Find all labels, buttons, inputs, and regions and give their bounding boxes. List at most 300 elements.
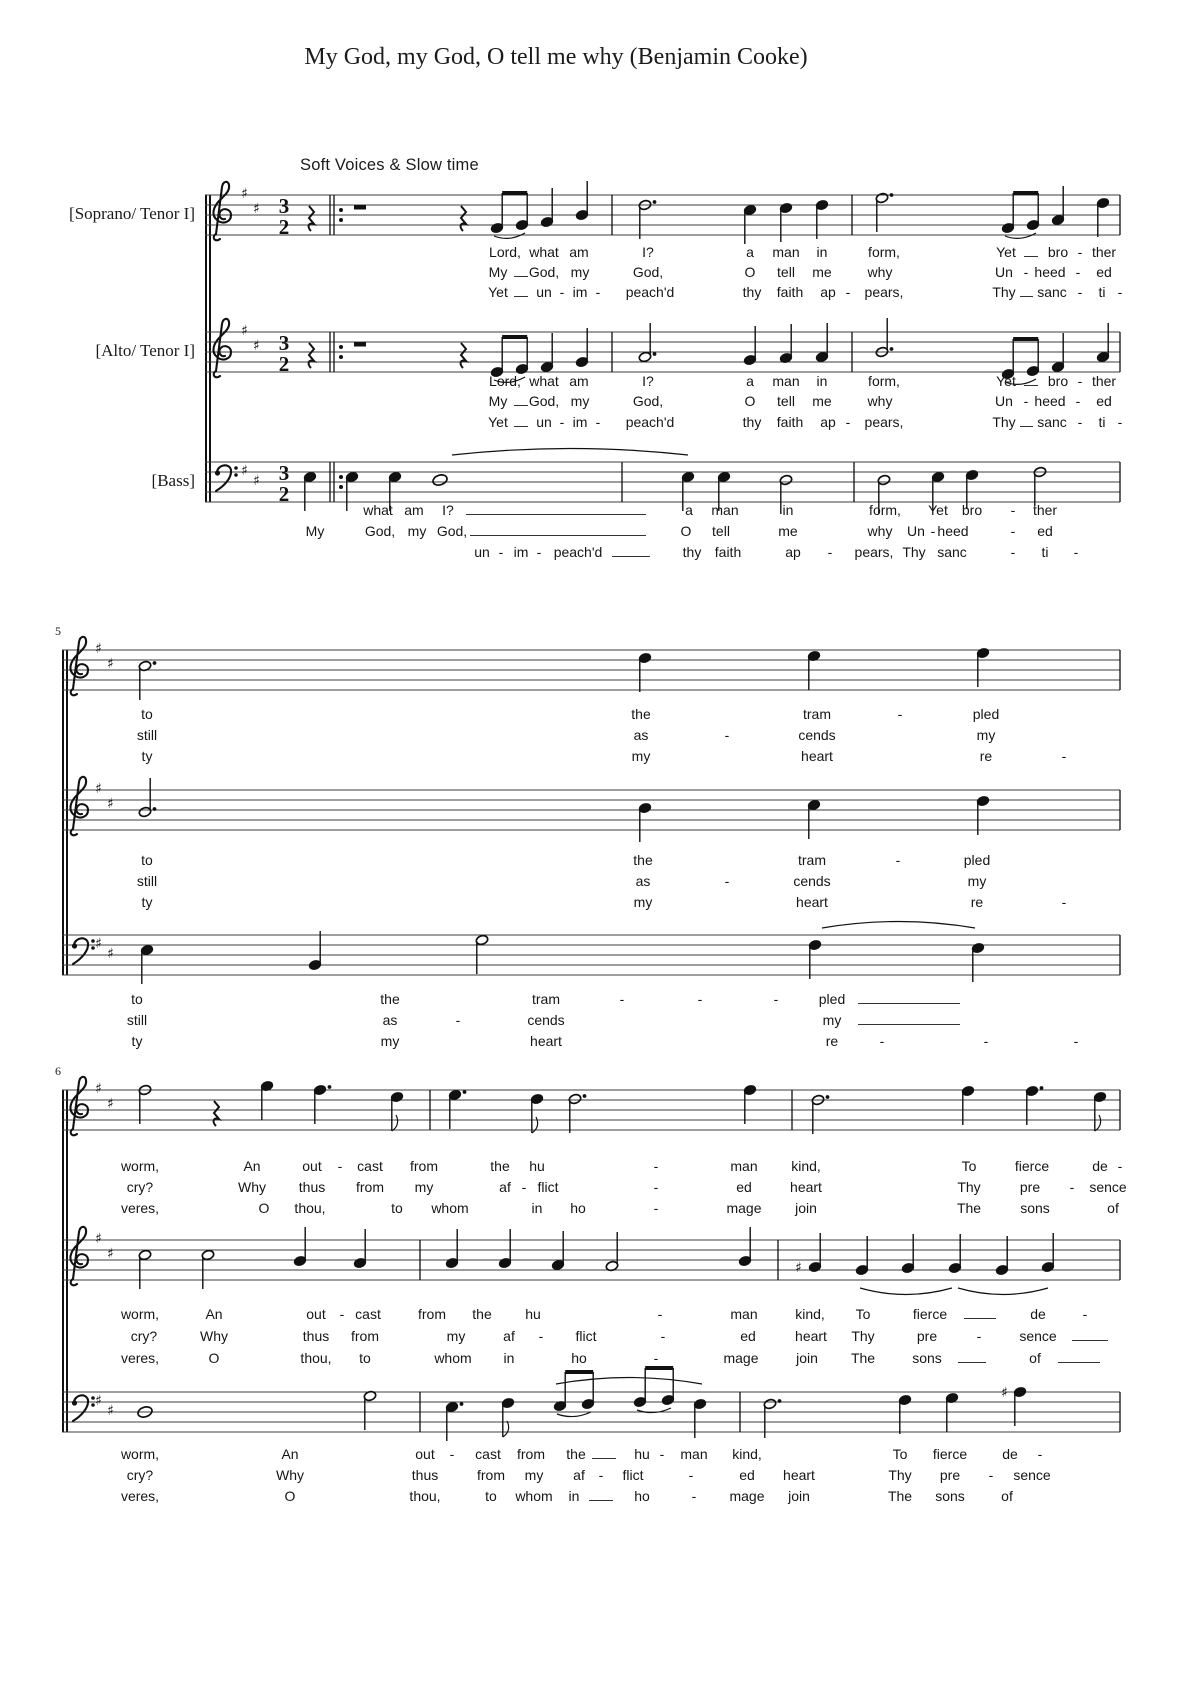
lyric-word: pled	[818, 991, 846, 1007]
lyric-word: ed	[1096, 264, 1112, 280]
lyric-word: Yet	[996, 373, 1016, 389]
lyric-word: Thy	[992, 284, 1016, 300]
lyric-word: why	[867, 523, 893, 539]
sharp-icon: ♯	[253, 201, 260, 217]
lyric-word: ther	[1091, 373, 1117, 389]
lyric-row	[62, 1305, 1140, 1325]
lyric-word: peach'd	[553, 544, 603, 560]
lyric-word: the	[472, 1306, 492, 1322]
lyric-word: in	[782, 502, 794, 518]
sharp-icon: ♯	[241, 186, 248, 202]
lyric-word: -	[1061, 894, 1067, 910]
lyric-row	[62, 1445, 1140, 1465]
lyric-word: thy	[682, 544, 702, 560]
quarter-rest-icon	[309, 206, 314, 231]
lyric-word: as	[633, 727, 649, 743]
lyric-word: ti	[1041, 544, 1049, 560]
lyric-word: man	[772, 373, 800, 389]
lyric-word: -	[653, 1179, 659, 1195]
lyric-word: un	[474, 544, 490, 560]
lyric-word: O	[258, 1200, 270, 1216]
lyric-word: my	[524, 1467, 544, 1483]
lyric-word: faith	[776, 284, 804, 300]
lyric-row	[62, 851, 1140, 871]
lyric-word: -	[1037, 1446, 1043, 1462]
lyric-word: God,	[632, 264, 664, 280]
lyric-word: why	[867, 393, 893, 409]
lyric-word: O	[208, 1350, 220, 1366]
lyric-word: my	[976, 727, 996, 743]
lyric-word: -	[653, 1200, 659, 1216]
lyric-extender	[470, 535, 646, 536]
lyric-word: I?	[642, 373, 654, 389]
lyric-word: -	[691, 1488, 697, 1504]
lyric-extender	[612, 556, 650, 557]
lyric-word: -	[1077, 373, 1083, 389]
lyric-word: worm,	[120, 1158, 160, 1174]
lyric-word: -	[1117, 284, 1123, 300]
lyric-word: -	[724, 727, 730, 743]
quarter-rest-icon	[461, 206, 466, 231]
treble-clef-icon	[70, 1077, 88, 1136]
sharp-icon: ♯	[107, 656, 114, 672]
lyric-word: out	[302, 1158, 322, 1174]
lyric-word: join	[788, 1488, 810, 1504]
lyric-word: fierce	[1014, 1158, 1050, 1174]
lyric-word: ap	[785, 544, 801, 560]
lyric-row	[62, 1011, 1140, 1031]
sharp-icon: ♯	[107, 1246, 114, 1262]
lyric-word: The	[850, 1350, 876, 1366]
lyric-word: Lord,	[489, 244, 521, 260]
lyric-word: heed	[1034, 393, 1066, 409]
lyric-word: man	[730, 1306, 758, 1322]
staff-label: [Alto/ Tenor I]	[95, 341, 195, 360]
lyric-word: de	[1092, 1158, 1108, 1174]
lyric-word: thou,	[300, 1350, 332, 1366]
tie	[860, 1288, 952, 1295]
lyric-word: My	[488, 264, 508, 280]
lyric-word: veres,	[120, 1200, 160, 1216]
lyric-word: what	[529, 244, 559, 260]
measure-number: 6	[55, 1064, 61, 1078]
lyric-word: flict	[537, 1179, 559, 1195]
lyric-word: in	[503, 1350, 515, 1366]
lyric-word: -	[449, 1446, 455, 1462]
lyric-word: -	[1073, 1033, 1079, 1049]
lyric-word: tell	[712, 523, 730, 539]
lyric-word: mage	[726, 1200, 762, 1216]
lyric-word: heart	[795, 1328, 827, 1344]
lyric-word: ty	[131, 1033, 143, 1049]
time-signature-bottom: 2	[278, 215, 290, 239]
lyric-word: de	[1030, 1306, 1046, 1322]
lyric-word: ti	[1098, 284, 1106, 300]
lyric-word: O	[284, 1488, 296, 1504]
lyric-word: -	[1075, 264, 1081, 280]
lyric-word: im	[513, 544, 529, 560]
sharp-icon: ♯	[107, 796, 114, 812]
lyric-row	[205, 543, 1140, 563]
lyric-word: re	[979, 748, 993, 764]
lyric-word: sence	[1089, 1179, 1127, 1195]
lyric-word: hu	[529, 1158, 545, 1174]
lyric-word: tram	[803, 706, 831, 722]
lyric-word: faith	[776, 414, 804, 430]
lyric-word: am	[569, 373, 589, 389]
lyric-word: the	[631, 706, 651, 722]
sharp-icon: ♯	[107, 946, 114, 962]
page-title: My God, my God, O tell me why (Benjamin Cooke)	[304, 44, 808, 70]
lyric-word: a	[746, 373, 754, 389]
lyric-word: pre	[939, 1467, 961, 1483]
lyric-word: heed	[937, 523, 969, 539]
lyric-word: -	[688, 1467, 694, 1483]
lyric-word: what	[529, 373, 559, 389]
lyric-word: a	[746, 244, 754, 260]
sharp-icon: ♯	[107, 1403, 114, 1419]
lyric-word: -	[455, 1012, 461, 1028]
half-rest-icon	[354, 342, 366, 347]
lyric-word: O	[744, 393, 756, 409]
lyric-word: God,	[632, 393, 664, 409]
lyric-word: mage	[723, 1350, 759, 1366]
lyric-word: kind,	[791, 1158, 821, 1174]
lyric-word: -	[897, 706, 903, 722]
lyric-word: am	[569, 244, 589, 260]
sharp-icon: ♯	[95, 936, 102, 952]
lyric-word: from	[517, 1446, 545, 1462]
sharp-icon: ♯	[107, 1096, 114, 1112]
lyric-word: -	[1023, 264, 1029, 280]
lyric-word: -	[1023, 393, 1029, 409]
tie	[452, 449, 688, 456]
lyric-word: me	[812, 393, 832, 409]
lyric-word: Yet	[488, 414, 508, 430]
lyric-word: cast	[357, 1158, 383, 1174]
lyric-word: from	[356, 1179, 384, 1195]
lyric-word: man	[711, 502, 739, 518]
lyric-word: God,	[528, 393, 560, 409]
lyric-word: heart	[530, 1033, 562, 1049]
lyric-word: thus	[302, 1328, 330, 1344]
lyric-word: my	[631, 748, 651, 764]
lyric-word: ho	[570, 1200, 586, 1216]
lyric-word: my	[446, 1328, 466, 1344]
lyric-word: kind,	[732, 1446, 762, 1462]
lyric-word: The	[956, 1200, 982, 1216]
lyric-word: why	[867, 264, 893, 280]
sharp-icon: ♯	[253, 338, 260, 354]
lyric-word: pears,	[864, 414, 904, 430]
sharp-icon: ♯	[253, 473, 260, 489]
lyric-word: my	[633, 894, 653, 910]
lyric-word: -	[595, 414, 601, 430]
lyric-word: My	[488, 393, 508, 409]
lyric-word: -	[657, 1306, 663, 1322]
lyric-word: -	[1010, 523, 1016, 539]
staff-label: [Soprano/ Tenor I]	[69, 204, 195, 223]
lyric-word: Why	[200, 1328, 228, 1344]
lyric-word: -	[1010, 544, 1016, 560]
lyric-word: ed	[740, 1328, 756, 1344]
tie	[556, 1378, 702, 1385]
lyric-word: thus	[298, 1179, 326, 1195]
lyric-word: what	[363, 502, 393, 518]
lyric-word: to	[141, 852, 153, 868]
lyric-word: tell	[777, 393, 795, 409]
lyric-word: from	[418, 1306, 446, 1322]
lyric-word: fierce	[932, 1446, 968, 1462]
lyric-word: fierce	[912, 1306, 948, 1322]
lyric-word: ho	[634, 1488, 650, 1504]
lyric-word: from	[477, 1467, 505, 1483]
lyric-word: -	[1117, 414, 1123, 430]
lyric-word: heart	[801, 748, 833, 764]
lyric-word: out	[415, 1446, 435, 1462]
lyric-word: to	[359, 1350, 371, 1366]
tie	[958, 1288, 1048, 1295]
lyric-word: cends	[527, 1012, 565, 1028]
lyric-word: ap	[820, 284, 836, 300]
lyric-word: cast	[355, 1306, 381, 1322]
lyric-word: -	[595, 284, 601, 300]
lyric-word: thy	[742, 284, 762, 300]
lyric-word: af	[573, 1467, 585, 1483]
lyric-word: to	[141, 706, 153, 722]
lyric-extender	[466, 514, 646, 515]
lyric-word: my	[380, 1033, 400, 1049]
bass-clef-icon	[72, 938, 95, 964]
lyric-word: in	[816, 373, 828, 389]
lyric-word: sence	[1019, 1328, 1057, 1344]
lyric-word: ther	[1091, 244, 1117, 260]
lyric-word: af	[499, 1179, 511, 1195]
lyric-word: The	[887, 1488, 913, 1504]
lyric-word: ed	[739, 1467, 755, 1483]
lyric-word: of	[1001, 1488, 1013, 1504]
lyric-word: re	[970, 894, 984, 910]
sharp-icon: ♯	[241, 463, 248, 479]
lyric-row	[62, 1157, 1140, 1177]
lyric-word: -	[1010, 502, 1016, 518]
lyric-word: my	[414, 1179, 434, 1195]
lyric-word: -	[337, 1158, 343, 1174]
lyric-word: -	[1077, 284, 1083, 300]
lyric-word: bro	[961, 502, 983, 518]
lyric-word: hu	[634, 1446, 650, 1462]
lyric-word: pled	[963, 852, 991, 868]
lyric-row	[62, 1466, 1140, 1486]
lyric-word: -	[1069, 1179, 1075, 1195]
time-signature-bottom: 2	[278, 352, 290, 376]
lyric-word: cast	[475, 1446, 501, 1462]
lyric-row	[62, 990, 1140, 1010]
lyric-word: Why	[238, 1179, 266, 1195]
lyric-word: man	[730, 1158, 758, 1174]
lyric-word: To	[892, 1446, 908, 1462]
sharp-icon: ♯	[95, 1393, 102, 1409]
lyric-word: join	[795, 1200, 817, 1216]
lyric-word: in	[568, 1488, 580, 1504]
lyric-word: my	[822, 1012, 842, 1028]
sharp-icon: ♯	[241, 323, 248, 339]
treble-clef-icon	[213, 182, 231, 241]
lyric-word: -	[1077, 414, 1083, 430]
lyric-word: of	[1029, 1350, 1041, 1366]
lyric-word: whom	[431, 1200, 469, 1216]
lyric-word: sons	[912, 1350, 942, 1366]
lyric-word: ho	[571, 1350, 587, 1366]
lyric-extender	[589, 1500, 613, 1501]
lyric-word: cends	[798, 727, 836, 743]
lyric-word: worm,	[120, 1446, 160, 1462]
treble-clef-icon	[70, 777, 88, 836]
lyric-word: -	[1061, 748, 1067, 764]
lyric-word: -	[773, 991, 779, 1007]
lyric-word: a	[685, 502, 693, 518]
lyric-word: of	[1107, 1200, 1119, 1216]
lyric-word: heart	[790, 1179, 822, 1195]
lyric-word: Why	[276, 1467, 304, 1483]
lyric-extender	[964, 1318, 996, 1319]
lyric-word: thy	[742, 414, 762, 430]
lyric-word: heed	[1034, 264, 1066, 280]
lyric-word: sons	[935, 1488, 965, 1504]
lyric-word: -	[697, 991, 703, 1007]
lyric-word: as	[382, 1012, 398, 1028]
lyric-word: me	[778, 523, 798, 539]
lyric-word: man	[772, 244, 800, 260]
lyric-word: Thy	[992, 414, 1016, 430]
lyric-word: ed	[736, 1179, 752, 1195]
lyric-word: -	[983, 1033, 989, 1049]
lyric-word: me	[812, 264, 832, 280]
lyric-word: Thy	[851, 1328, 875, 1344]
lyric-word: thus	[411, 1467, 439, 1483]
lyric-row	[62, 1487, 1140, 1507]
lyric-extender	[858, 1003, 960, 1004]
lyric-word: -	[988, 1467, 994, 1483]
lyric-word: O	[680, 523, 692, 539]
lyric-word: To	[961, 1158, 977, 1174]
lyric-word: -	[930, 523, 936, 539]
lyric-word: An	[205, 1306, 223, 1322]
lyric-word: peach'd	[625, 414, 675, 430]
lyric-word: heart	[783, 1467, 815, 1483]
lyric-word: heart	[796, 894, 828, 910]
sharp-icon: ♯	[95, 1081, 102, 1097]
quarter-rest-icon	[214, 1101, 219, 1126]
lyric-word: Yet	[488, 284, 508, 300]
sharp-icon: ♯	[795, 1260, 802, 1276]
lyric-word: whom	[434, 1350, 472, 1366]
lyric-word: ty	[141, 748, 153, 764]
lyric-word: in	[816, 244, 828, 260]
lyric-word: sanc	[937, 544, 967, 560]
lyric-word: -	[1073, 544, 1079, 560]
lyric-word: pears,	[864, 284, 904, 300]
quarter-rest-icon	[309, 343, 314, 368]
lyric-word: cry?	[130, 1328, 158, 1344]
lyric-word: cends	[793, 873, 831, 889]
staff-label: [Bass]	[151, 471, 195, 490]
lyric-word: from	[351, 1328, 379, 1344]
lyric-word: worm,	[120, 1306, 160, 1322]
half-rest-icon	[354, 205, 366, 210]
lyric-word: form,	[869, 502, 901, 518]
lyric-word: tram	[798, 852, 826, 868]
treble-clef-icon	[70, 637, 88, 696]
lyric-word: sons	[1020, 1200, 1050, 1216]
lyric-word: -	[538, 1328, 544, 1344]
lyric-word: -	[598, 1467, 604, 1483]
lyric-word: veres,	[120, 1488, 160, 1504]
lyric-word: ther	[1032, 502, 1058, 518]
lyric-word: tell	[777, 264, 795, 280]
lyric-word: God,	[528, 264, 560, 280]
lyric-word: cry?	[126, 1467, 154, 1483]
lyric-word: Yet	[996, 244, 1016, 260]
lyric-extender	[592, 1458, 616, 1459]
lyric-word: the	[380, 991, 400, 1007]
lyric-word: sanc	[1037, 284, 1067, 300]
lyric-word: in	[531, 1200, 543, 1216]
lyric-word: I?	[442, 502, 454, 518]
lyric-word: To	[855, 1306, 871, 1322]
sharp-icon: ♯	[95, 1231, 102, 1247]
lyric-word: im	[572, 414, 588, 430]
lyric-word: -	[659, 1446, 665, 1462]
lyric-word: veres,	[120, 1350, 160, 1366]
lyric-word: Un	[907, 523, 925, 539]
lyric-word: bro	[1047, 373, 1069, 389]
lyric-word: un	[536, 284, 552, 300]
lyric-word: still	[136, 873, 158, 889]
lyric-word: out	[306, 1306, 326, 1322]
lyric-word: -	[1117, 1158, 1123, 1174]
bass-clef-icon	[215, 465, 238, 491]
lyric-word: tram	[532, 991, 560, 1007]
lyric-word: from	[410, 1158, 438, 1174]
lyric-word: thou,	[409, 1488, 441, 1504]
lyric-word: flict	[575, 1328, 597, 1344]
lyric-word: O	[744, 264, 756, 280]
tempo-marking: Soft Voices & Slow time	[300, 156, 479, 174]
lyric-word: -	[845, 414, 851, 430]
lyric-word: ty	[141, 894, 153, 910]
treble-clef-icon	[70, 1227, 88, 1286]
lyric-word: the	[566, 1446, 586, 1462]
lyric-row	[62, 705, 1140, 725]
sharp-icon: ♯	[95, 641, 102, 657]
lyric-word: ed	[1096, 393, 1112, 409]
lyric-word: -	[653, 1158, 659, 1174]
lyric-word: God,	[364, 523, 396, 539]
lyric-word: flict	[622, 1467, 644, 1483]
lyric-extender	[1024, 256, 1038, 257]
lyric-row	[205, 501, 1140, 521]
lyric-word: pled	[972, 706, 1000, 722]
lyric-word: An	[243, 1158, 261, 1174]
lyric-word: pears,	[854, 544, 894, 560]
lyric-word: ap	[820, 414, 836, 430]
lyric-extender	[1024, 385, 1038, 386]
lyric-word: -	[619, 991, 625, 1007]
time-signature-top: 3	[278, 331, 290, 355]
lyric-word: bro	[1047, 244, 1069, 260]
lyric-word: -	[660, 1328, 666, 1344]
